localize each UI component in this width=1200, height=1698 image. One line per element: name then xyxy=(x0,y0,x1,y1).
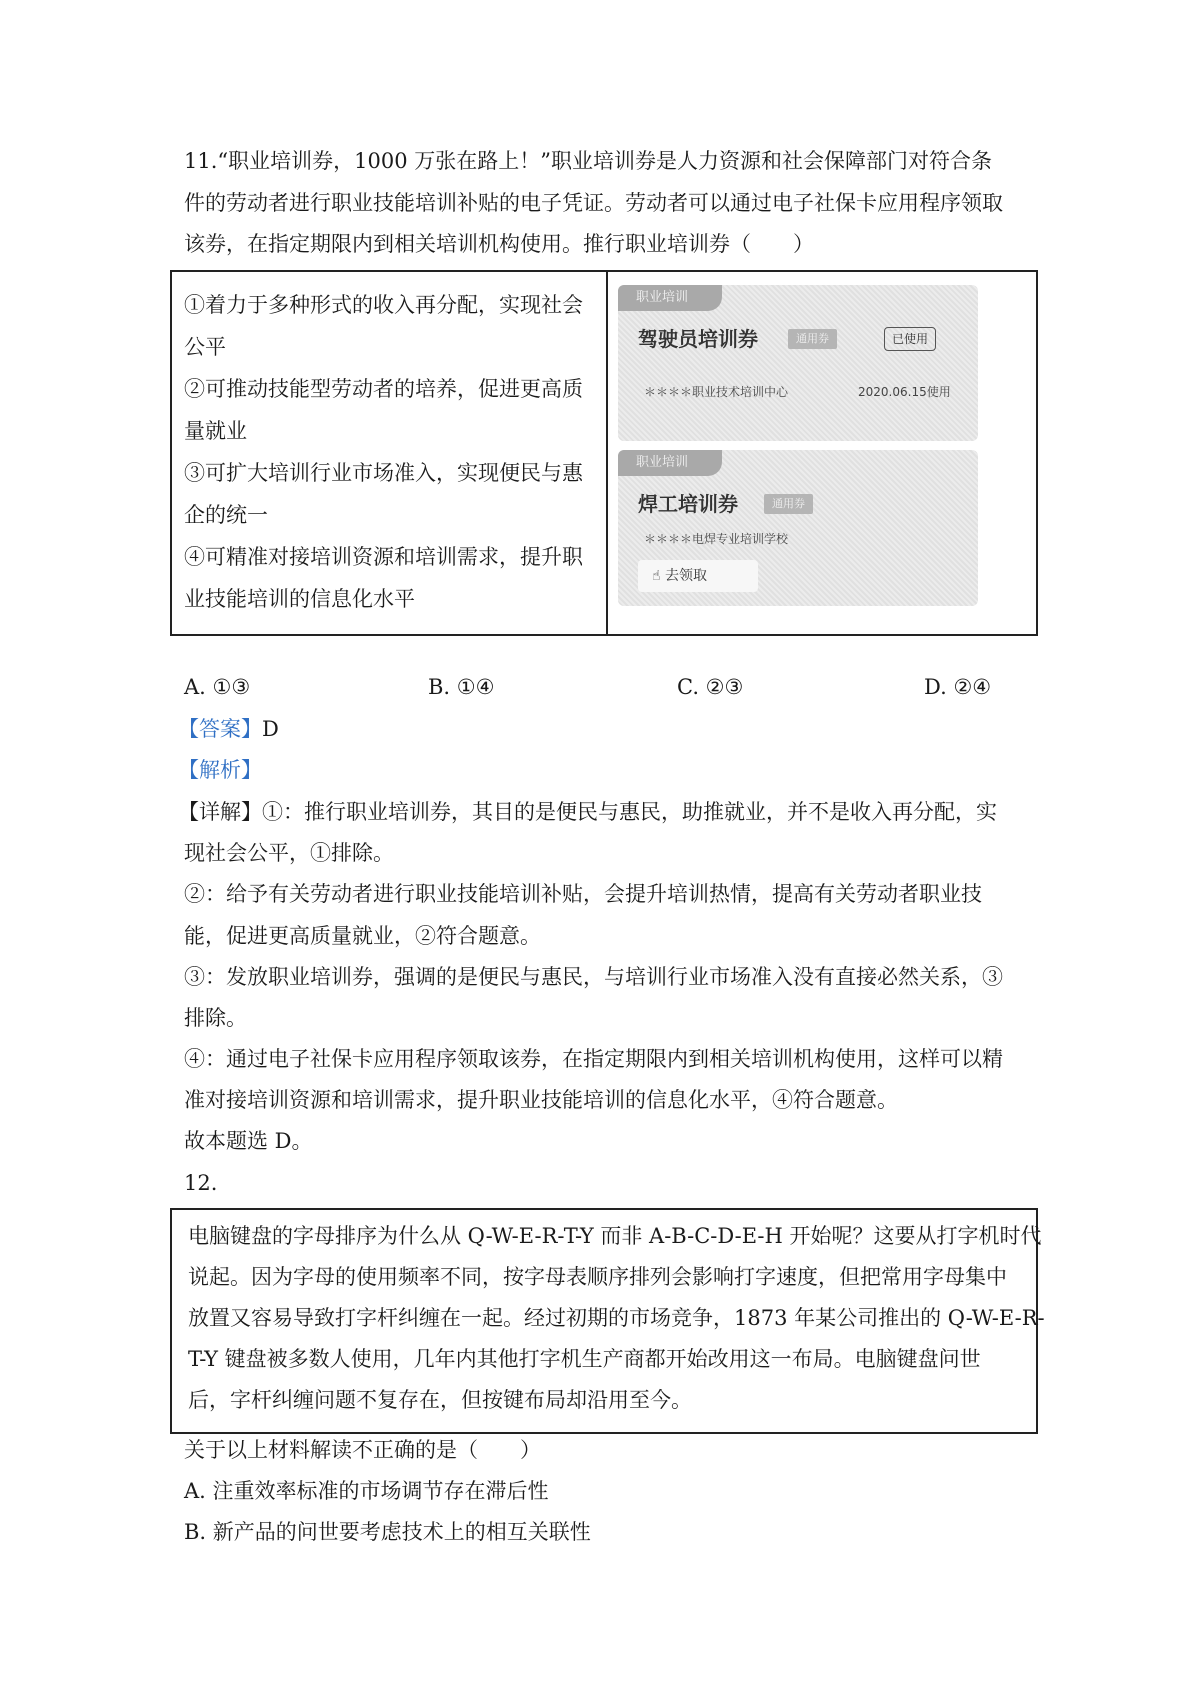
q12-option-a: A. 注重效率标准的市场调节存在滞后性 xyxy=(184,1479,549,1503)
explanation-line-2: 现社会公平，①排除。 xyxy=(184,841,394,865)
explanation-line-6: 排除。 xyxy=(184,1006,247,1030)
voucher-title: 驾驶员培训券 xyxy=(638,327,758,351)
material-line-1: 电脑键盘的字母排序为什么从 Q-W-E-R-T-Y 而非 A-B-C-D-E-H 开始呢？这要从打字机时代 xyxy=(188,1224,1042,1248)
choice-c: C. ②③ xyxy=(677,675,744,699)
claim-button-label: 去领取 xyxy=(664,568,707,584)
table-divider xyxy=(606,272,608,634)
driver-training-voucher xyxy=(618,285,978,441)
voucher-status: 已使用 xyxy=(884,327,936,351)
material-line-5: 后，字杆纠缠问题不复存在，但按键布局却沿用至今。 xyxy=(188,1388,692,1412)
voucher-tag: 职业培训 xyxy=(618,285,722,311)
material-line-4: T-Y 键盘被多数人使用，几年内其他打字机生产商都开始改用这一布局。电脑键盘问世 xyxy=(188,1347,981,1371)
statement-4-line-1: ④可精准对接培训资源和培训需求，提升职 xyxy=(184,545,583,569)
explanation-line-9: 故本题选 D。 xyxy=(184,1129,313,1153)
q11-stem-line-3: 该券，在指定期限内到相关培训机构使用。推行职业培训券（ ） xyxy=(184,232,814,256)
welding-training-voucher xyxy=(618,450,978,606)
voucher-school: ＊＊＊＊职业技术培训中心 xyxy=(644,385,789,399)
explanation-line-5: ③：发放职业培训券，强调的是便民与惠民，与培训行业市场准入没有直接必然关系，③ xyxy=(184,965,1003,989)
statement-2-line-1: ②可推动技能型劳动者的培养，促进更高质 xyxy=(184,377,583,401)
answer-label: 【答案】 xyxy=(178,717,262,741)
statement-4-line-2: 业技能培训的信息化水平 xyxy=(184,587,415,611)
hand-icon: ☝ xyxy=(652,568,665,584)
q11-stem-line-1: 11.“职业培训券，1000 万张在路上！”职业培训券是人力资源和社会保障部门对符合条 xyxy=(184,149,992,173)
q11-stem-line-2: 件的劳动者进行职业技能培训补贴的电子凭证。劳动者可以通过电子社保卡应用程序领取 xyxy=(184,191,1003,215)
statement-3-line-1: ③可扩大培训行业市场准入，实现便民与惠 xyxy=(184,461,583,485)
choice-d: D. ②④ xyxy=(924,675,992,699)
q12-option-b: B. 新产品的问世要考虑技术上的相互关联性 xyxy=(184,1520,591,1544)
voucher-badge: 通用券 xyxy=(764,494,813,514)
statement-3-line-2: 企的统一 xyxy=(184,503,268,527)
claim-button[interactable] xyxy=(638,560,758,592)
statement-1-line-2: 公平 xyxy=(184,335,226,359)
answer-value: D xyxy=(262,717,279,741)
choice-a: A. ①③ xyxy=(184,675,251,699)
explanation-line-1: 【详解】①：推行职业培训券，其目的是便民与惠民，助推就业，并不是收入再分配，实 xyxy=(178,800,997,824)
voucher-title: 焊工培训券 xyxy=(638,492,738,516)
analysis-label: 【解析】 xyxy=(178,758,262,782)
material-line-3: 放置又容易导致打字杆纠缠在一起。经过初期的市场竞争，1873 年某公司推出的 Q-W-E-R- xyxy=(188,1306,1045,1330)
voucher-badge: 通用券 xyxy=(788,329,837,349)
choice-b: B. ①④ xyxy=(428,675,495,699)
explanation-line-7: ④：通过电子社保卡应用程序领取该券，在指定期限内到相关培训机构使用，这样可以精 xyxy=(184,1047,1003,1071)
q12-number: 12. xyxy=(184,1171,218,1195)
explanation-line-3: ②：给予有关劳动者进行职业技能培训补贴，会提升培训热情，提高有关劳动者职业技 xyxy=(184,882,982,906)
statement-2-line-2: 量就业 xyxy=(184,419,247,443)
q12-material-box xyxy=(170,1208,1045,1434)
explanation-line-4: 能，促进更高质量就业，②符合题意。 xyxy=(184,924,541,948)
explanation-line-8: 准对接培训资源和培训需求，提升职业技能培训的信息化水平，④符合题意。 xyxy=(184,1088,898,1112)
statement-1-line-1: ①着力于多种形式的收入再分配，实现社会 xyxy=(184,293,583,317)
material-line-2: 说起。因为字母的使用频率不同，按字母表顺序排列会影响打字速度，但把常用字母集中 xyxy=(188,1265,1007,1289)
voucher-date: 2020.06.15使用 xyxy=(858,385,951,399)
voucher-tag: 职业培训 xyxy=(618,450,722,476)
answer-line xyxy=(178,709,279,749)
q12-question: 关于以上材料解读不正确的是（ ） xyxy=(184,1438,541,1462)
voucher-school: ＊＊＊＊电焊专业培训学校 xyxy=(644,532,789,546)
